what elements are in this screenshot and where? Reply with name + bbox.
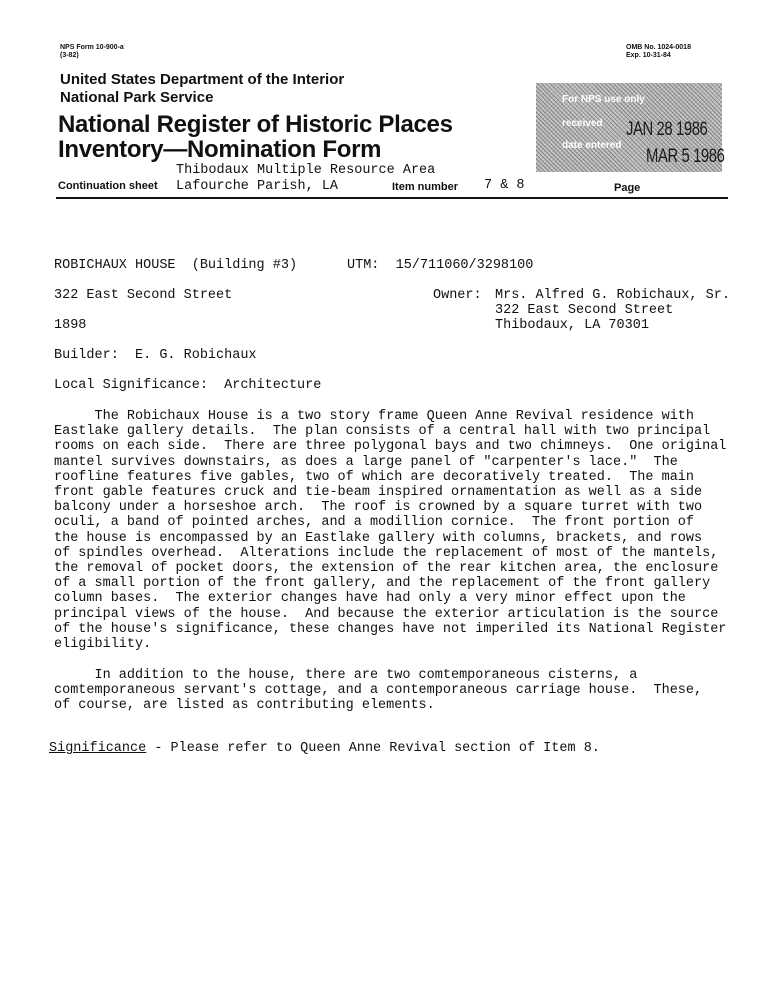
header-rule — [56, 197, 728, 199]
omb-number: OMB No. 1024-0018 — [626, 44, 691, 51]
text-line: The Robichaux House is a two story frame Queen Anne Revival residence with — [54, 409, 695, 424]
owner-name: Mrs. Alfred G. Robichaux, Sr. — [495, 288, 730, 303]
text-line: the house is encompassed by an Eastlake gallery with columns, brackets, and rows — [54, 530, 703, 546]
description-paragraph-1 — [54, 409, 726, 652]
owner-city: Thibodaux, LA 70301 — [495, 318, 649, 333]
department-name: United States Department of the Interior — [60, 71, 345, 88]
text-line: mantel survives downstairs, as does a large panel of "carpenter's lace." The — [54, 454, 678, 470]
item-number-label: Item number — [392, 181, 459, 193]
text-line: oculi, a band of pointed arches, and a modillion cornice. The front portion of — [54, 515, 695, 531]
text-line: eligibility. — [54, 637, 152, 653]
text-line: of course, are listed as contributing elements. — [54, 698, 435, 714]
form-title-line1: National Register of Historic Places — [58, 111, 453, 138]
construction-year: 1898 — [54, 318, 87, 333]
form-number: NPS Form 10-900-a — [60, 44, 124, 51]
text-line: rooms on each side. There are three polygonal bays and two chimneys. One original — [54, 439, 727, 455]
text-line: balcony under a horseshoe arch. The roof is crowned by a square turret with two — [54, 500, 703, 516]
page-label: Page — [614, 182, 641, 194]
item-number-value: 7 & 8 — [484, 178, 525, 193]
text-line: In addition to the house, there are two comtemporaneous cisterns, a — [54, 668, 638, 683]
continuation-area: Thibodaux Multiple Resource Area — [176, 163, 436, 178]
entered-stamp: MAR 5 1986 — [646, 146, 725, 167]
utm-coordinates: UTM: 15/711060/3298100 — [347, 258, 534, 273]
expiration-date: Exp. 10-31-84 — [626, 52, 671, 59]
received-label: received — [562, 118, 603, 129]
text-line: front gable features cruck and tie-beam inspired ornamentation as well as a side — [54, 485, 703, 501]
form-date: (3-82) — [60, 52, 79, 59]
description-paragraph-2 — [54, 668, 702, 714]
text-line: the removal of pocket doors, the extension of the rear kitchen area, the enclosure — [54, 561, 719, 577]
continuation-parish: Lafourche Parish, LA — [176, 179, 339, 194]
received-stamp: JAN 28 1986 — [626, 119, 708, 140]
text-line: of spindles overhead. Alterations include the replacement of most of the mantels, — [54, 545, 719, 561]
text-line: principal views of the house. And because the exterior articulation is the source — [54, 606, 719, 622]
text-line: of the house's significance, these changes have not imperiled its National Register — [54, 621, 727, 637]
property-name: ROBICHAUX HOUSE (Building #3) — [54, 258, 298, 273]
continuation-sheet-label: Continuation sheet — [58, 180, 158, 192]
service-name: National Park Service — [60, 89, 214, 106]
significance-label: Significance — [49, 741, 147, 756]
text-line: Eastlake gallery details. The plan consists of a central hall with two principal — [54, 424, 711, 440]
date-entered-label: date entered — [562, 140, 622, 151]
nps-use-heading: For NPS use only — [562, 94, 645, 105]
text-line: comtemporaneous servant's cottage, and a contemporaneous carriage house. These, — [54, 683, 703, 699]
nps-use-box — [536, 83, 725, 172]
builder: Builder: E. G. Robichaux — [54, 348, 257, 363]
text-line: roofline features five gables, two of which are decoratively treated. The main — [54, 469, 695, 485]
owner-street: 322 East Second Street — [495, 303, 674, 318]
owner-label: Owner: — [433, 288, 482, 303]
text-line: column bases. The exterior changes have had only a very minor effect upon the — [54, 591, 686, 607]
property-address: 322 East Second Street — [54, 288, 233, 303]
local-significance: Local Significance: Architecture — [54, 378, 322, 393]
significance-line — [49, 741, 600, 756]
text-line: of a small portion of the front gallery, and the replacement of the front gallery — [54, 576, 711, 592]
form-title-line2: Inventory—Nomination Form — [58, 136, 382, 163]
significance-text: - Please refer to Queen Anne Revival section of Item 8. — [146, 741, 600, 756]
